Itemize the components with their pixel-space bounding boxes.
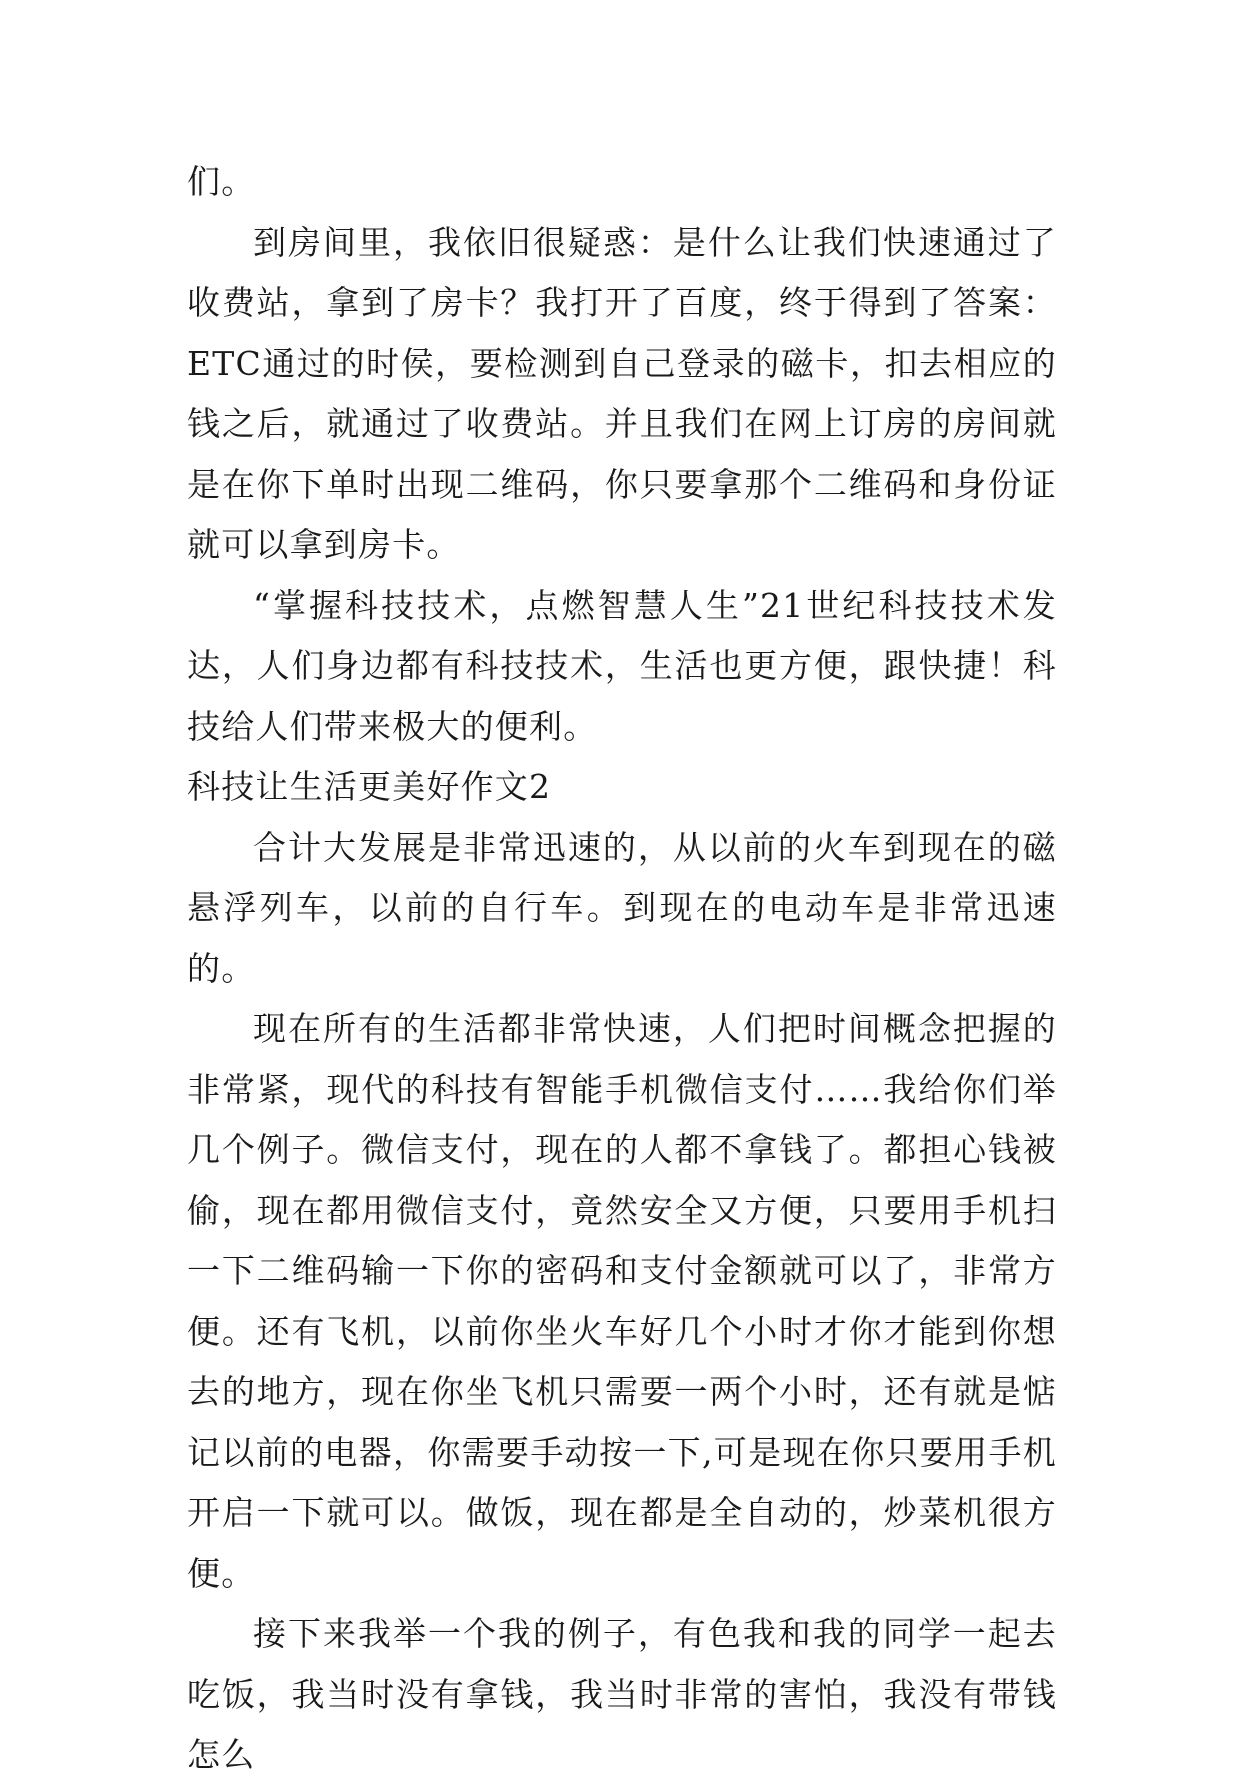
paragraph-personal-example: 接下来我举一个我的例子，有色我和我的同学一起去吃饭，我当时没有拿钱，我当时非常的害怕，我没有带钱怎么	[187, 1614, 1057, 1774]
paragraph-hotel-etc: 到房间里，我依旧很疑惑：是什么让我们快速通过了收费站，拿到了房卡？我打开了百度，终于得到了答案：ETC通过的时侯，要检测到自己登录的磁卡，扣去相应的钱之后，就通过了收费站。并且我们在网上订房的房间就是在你下单时出现二维码，你只要拿那个二维码和身份证就可以拿到房卡。	[187, 222, 1057, 564]
paragraph-examples: 现在所有的生活都非常快速，人们把时间概念把握的非常紧，现代的科技有智能手机微信支付……我给你们举几个例子。微信支付，现在的人都不拿钱了。都担心钱被偷，现在都用微信支付，竟然安全又方便，只要用手机扫一下二维码输一下你的密码和支付金额就可以了，非常方便。还有飞机，以前你坐火车好几个小时才你才能到你想去的地方，现在你坐飞机只需要一两个小时，还有就是惦记以前的电器，你需要手动按一下,可是现在你只要用手机开启一下就可以。做饭，现在都是全自动的，炒菜机很方便。	[187, 1009, 1057, 1593]
paragraph-tech-slogan: “掌握科技技术，点燃智慧人生”21世纪科技技术发达，人们身边都有科技技术，生活也更方便，跟快捷！科技给人们带来极大的便利。	[187, 585, 1057, 746]
section-heading: 科技让生活更美好作文2	[187, 767, 552, 806]
paragraph-continuation: 们。	[187, 162, 256, 201]
paragraph-development: 合计大发展是非常迅速的，从以前的火车到现在的磁悬浮列车，以前的自行车。到现在的电动车是非常迅速的。	[187, 827, 1057, 988]
document-body	[187, 152, 1057, 1786]
